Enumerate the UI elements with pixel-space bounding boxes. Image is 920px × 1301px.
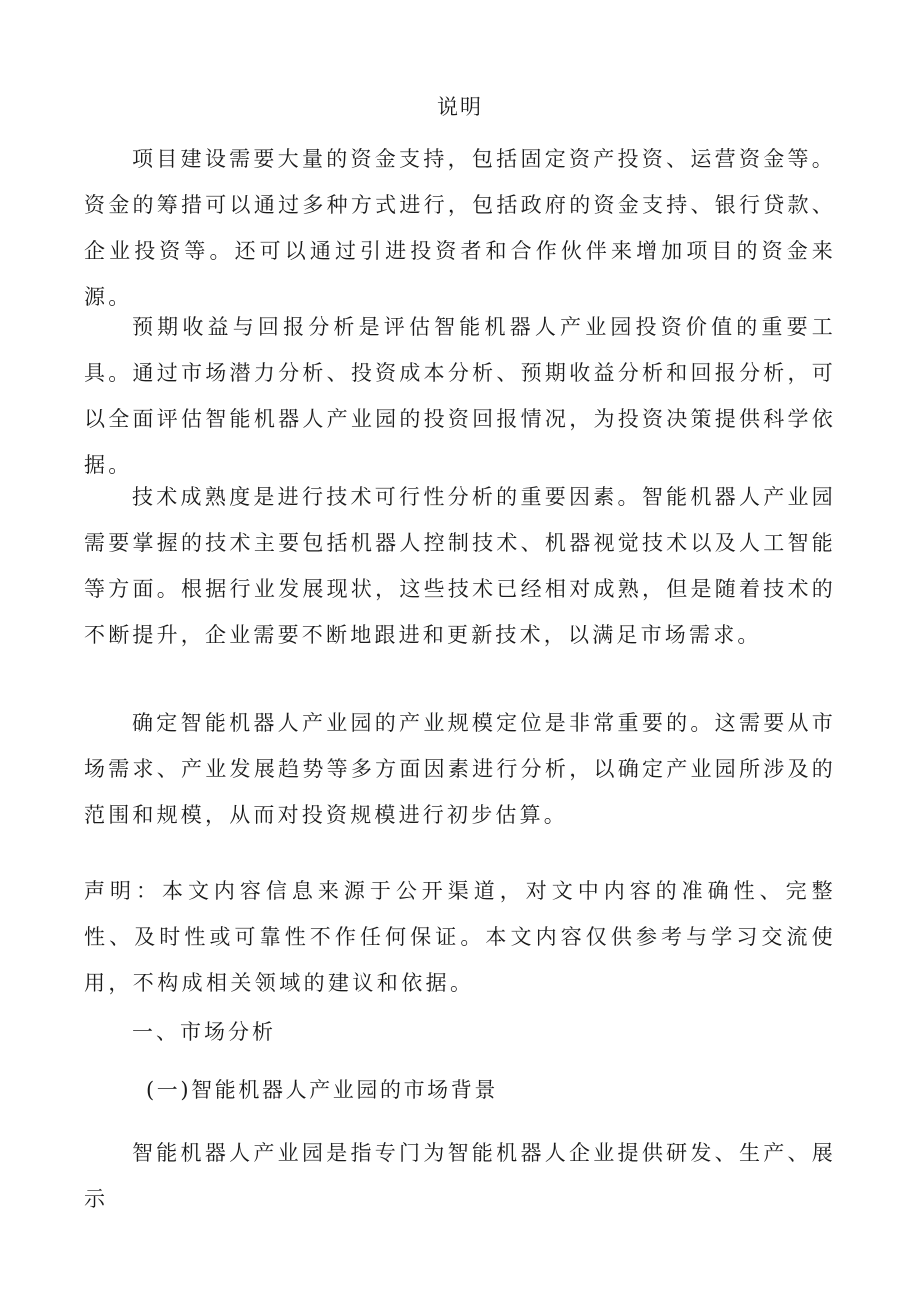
document-title: 说明 — [437, 95, 483, 119]
paragraph-market-background: 智能机器人产业园是指专门为智能机器人企业提供研发、生产、展示 — [84, 1141, 836, 1211]
disclaimer-paragraph: 声明：本文内容信息来源于公开渠道，对文中内容的准确性、完整性、及时性或可靠性不作任何保证。本文内容仅供参考与学习交流使用，不构成相关领域的建议和依据。 — [84, 879, 836, 995]
paragraph-scale: 确定智能机器人产业园的产业规模定位是非常重要的。这需要从市场需求、产业发展趋势等多方面因素进行分析，以确定产业园所涉及的范围和规模，从而对投资规模进行初步估算。 — [84, 711, 836, 827]
section-heading: 一、市场分析 — [132, 1020, 276, 1044]
paragraph-technology: 技术成熟度是进行技术可行性分析的重要因素。智能机器人产业园需要掌握的技术主要包括机器人控制技术、机器视觉技术以及人工智能等方面。根据行业发展现状，这些技术已经相对成熟，但是随着技术的不断提升，企业需要不断地跟进和更新技术，以满足市场需求。 — [84, 485, 836, 647]
subsection-heading: (一)智能机器人产业园的市场背景 — [146, 1078, 498, 1102]
paragraph-funding: 项目建设需要大量的资金支持，包括固定资产投资、运营资金等。资金的筹措可以通过多种方式进行，包括政府的资金支持、银行贷款、企业投资等。还可以通过引进投资者和合作伙伴来增加项目的资金来源。 — [84, 147, 836, 309]
paragraph-returns: 预期收益与回报分析是评估智能机器人产业园投资价值的重要工具。通过市场潜力分析、投资成本分析、预期收益分析和回报分析，可以全面评估智能机器人产业园的投资回报情况，为投资决策提供科学依据。 — [84, 315, 836, 477]
